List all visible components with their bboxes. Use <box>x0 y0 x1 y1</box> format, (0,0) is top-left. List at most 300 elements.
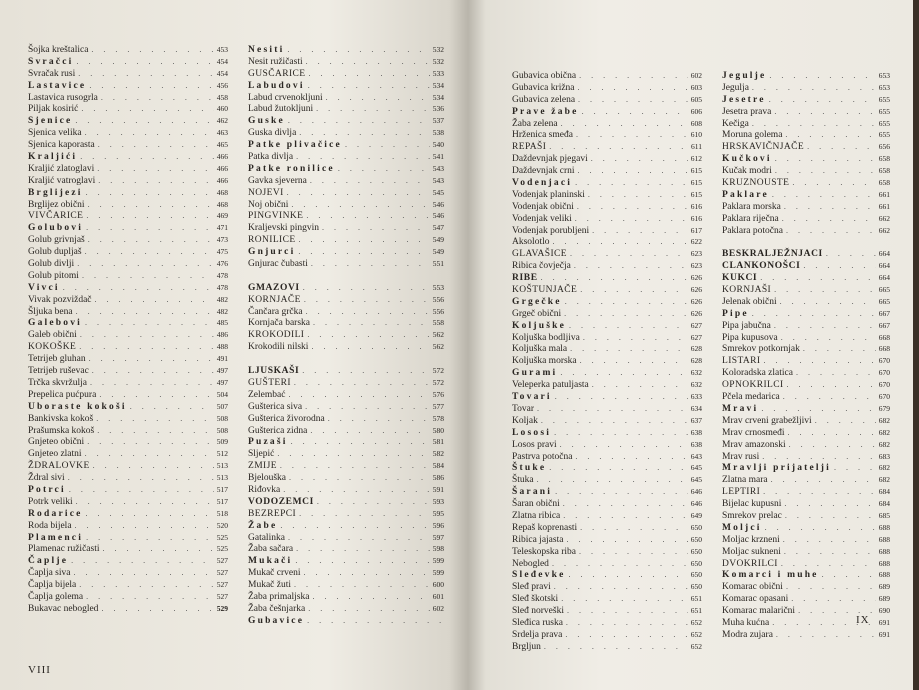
index-entry <box>722 82 890 94</box>
entry-page-number: 652 <box>690 629 702 639</box>
index-entry <box>28 68 228 80</box>
entry-label: Krokodili nilski <box>248 342 309 353</box>
index-entry <box>248 199 444 211</box>
index-entry <box>512 451 702 463</box>
entry-label: Gušterica živorodna <box>248 413 325 424</box>
index-entry <box>248 389 444 401</box>
entry-label: Čančara grčka <box>248 306 303 317</box>
entry-label: Štuka <box>512 475 534 486</box>
entry-label: Vivak pozviždač <box>28 294 92 305</box>
dot-leader <box>783 391 876 403</box>
index-entry <box>248 68 444 80</box>
entry-page-number: 626 <box>690 308 702 318</box>
dot-leader <box>95 294 214 306</box>
index-entry <box>722 451 890 463</box>
dot-leader <box>761 403 875 415</box>
entry-page-number: 497 <box>216 377 228 387</box>
index-entry <box>512 558 702 570</box>
index-entry <box>512 201 702 213</box>
index-entry <box>722 486 890 498</box>
entry-page-number: 466 <box>216 152 228 162</box>
entry-label: Gušterica siva <box>248 401 303 412</box>
dot-leader <box>582 106 688 118</box>
index-entry <box>248 448 444 460</box>
dot-leader <box>822 569 876 581</box>
dot-leader <box>288 532 430 544</box>
index-spacer <box>248 353 444 365</box>
entry-page-number: 572 <box>432 366 444 376</box>
index-entry <box>722 569 890 581</box>
dot-leader <box>306 210 429 222</box>
right-page <box>468 0 913 690</box>
entry-label: VODOZEMCI <box>248 496 314 507</box>
entry-page-number: 622 <box>690 237 702 247</box>
index-entry <box>248 413 444 425</box>
entry-label: Nesit ružičasti <box>248 56 303 67</box>
index-entry <box>722 272 890 284</box>
entry-label: Mukači <box>248 556 293 567</box>
entry-label: KUKCI <box>722 273 758 284</box>
dot-leader <box>78 68 214 80</box>
dot-leader <box>569 569 688 581</box>
index-entry <box>512 427 702 439</box>
dot-leader <box>787 379 876 391</box>
index-entry <box>722 534 890 546</box>
entry-page-number: 655 <box>878 106 890 116</box>
index-entry <box>248 163 444 175</box>
dot-leader <box>575 213 688 225</box>
dot-leader <box>86 210 213 222</box>
entry-label: CLANKONOŠCI <box>722 261 801 272</box>
entry-label: Ribica čovječja <box>512 261 571 272</box>
dot-leader <box>280 520 429 532</box>
dot-leader <box>299 234 430 246</box>
entry-label: Jelenak obični <box>722 296 777 307</box>
dot-leader <box>311 341 429 353</box>
dot-leader <box>91 44 213 56</box>
entry-page-number: 580 <box>432 425 444 435</box>
dot-leader <box>338 163 430 175</box>
entry-label: Gubavice <box>248 615 305 626</box>
index-entry <box>512 617 702 629</box>
index-entry <box>248 210 444 222</box>
entry-page-number: 463 <box>216 128 228 138</box>
entry-page-number: 537 <box>432 116 444 126</box>
entry-page-number: 665 <box>878 296 890 306</box>
index-entry <box>722 106 890 118</box>
index-entry <box>28 306 228 318</box>
index-entry <box>28 139 228 151</box>
index-entry <box>248 460 444 472</box>
dot-leader <box>552 236 687 248</box>
entry-page-number: 509 <box>216 437 228 447</box>
entry-page-number: 478 <box>216 282 228 292</box>
index-entry <box>28 294 228 306</box>
dot-leader <box>303 282 430 294</box>
entry-label: Nebogled <box>512 558 549 569</box>
entry-label: Sleđevke <box>512 570 566 581</box>
dot-leader <box>296 151 430 163</box>
entry-page-number: 684 <box>878 487 890 497</box>
dot-leader <box>307 329 429 341</box>
entry-label: Vivci <box>28 282 60 293</box>
entry-page-number: 650 <box>690 534 702 544</box>
entry-page-number: 562 <box>432 330 444 340</box>
dot-leader <box>308 80 430 92</box>
entry-label: Mukač žuti <box>248 580 292 591</box>
dot-leader <box>763 355 875 367</box>
entry-label: Sjenica kaporasta <box>28 140 95 151</box>
dot-leader <box>69 484 214 496</box>
entry-label: Trčka skvržulja <box>28 377 88 388</box>
entry-page-number: 655 <box>878 118 890 128</box>
dot-leader <box>302 365 429 377</box>
dot-leader <box>310 175 430 187</box>
entry-label: Šojka kreštalica <box>28 45 89 55</box>
dot-leader <box>591 153 688 165</box>
index-entry <box>512 118 702 130</box>
index-entry <box>722 581 890 593</box>
entry-page-number: 626 <box>690 273 702 283</box>
entry-page-number: 602 <box>690 71 702 80</box>
dot-leader <box>784 546 876 558</box>
entry-page-number: 549 <box>432 247 444 257</box>
index-entry <box>512 534 702 546</box>
entry-label: Pastrva potočna <box>512 451 573 462</box>
entry-label: Gurami <box>512 368 558 379</box>
dot-leader <box>296 543 430 555</box>
entry-page-number: 460 <box>216 104 228 114</box>
dot-leader <box>86 532 214 544</box>
index-entry <box>722 177 890 189</box>
entry-label: Kornjača barska <box>248 318 310 329</box>
entry-page-number: 667 <box>878 308 890 318</box>
entry-label: Kraljić vatroglavi <box>28 175 96 186</box>
entry-label: RONILICE <box>248 235 296 246</box>
index-entry <box>248 294 444 306</box>
dot-leader <box>288 115 430 127</box>
entry-label: Tetrijeb gluhan <box>28 354 86 365</box>
index-entry <box>28 258 228 270</box>
entry-label: Koloradska zlatica <box>722 368 793 379</box>
dot-leader <box>786 225 876 237</box>
entry-page-number: 682 <box>878 415 890 425</box>
entry-page-number: 626 <box>690 285 702 295</box>
dot-leader <box>71 555 214 567</box>
dot-leader <box>287 187 430 199</box>
entry-page-number: 670 <box>878 368 890 378</box>
entry-page-number: 478 <box>216 270 228 280</box>
index-entry <box>28 163 228 175</box>
entry-label: Uboraste kokoši <box>28 401 127 412</box>
dot-leader <box>289 472 430 484</box>
entry-page-number: 453 <box>216 45 228 54</box>
dot-leader <box>288 389 429 401</box>
entry-label: Gnjeteo obični <box>28 437 85 448</box>
entry-label: Jesetre <box>722 94 766 105</box>
entry-label: Pčela medarica <box>722 392 780 403</box>
index-entry <box>722 546 890 558</box>
index-entry <box>28 151 228 163</box>
entry-page-number: 662 <box>878 213 890 223</box>
entry-label: Gnjeteo zlatni <box>28 449 82 460</box>
dot-leader <box>87 436 214 448</box>
index-entry <box>512 320 702 332</box>
entry-label: Tetrijeb ruševac <box>28 366 89 377</box>
entry-page-number: 650 <box>690 522 702 532</box>
dot-leader <box>788 427 876 439</box>
index-entry <box>512 415 702 427</box>
entry-page-number: 670 <box>878 356 890 366</box>
index-entry <box>722 379 890 391</box>
entry-label: Roda bijela <box>28 520 72 531</box>
entry-page-number: 606 <box>690 106 702 116</box>
index-entry <box>512 153 702 165</box>
entry-page-number: 473 <box>216 235 228 245</box>
dot-leader <box>82 270 214 282</box>
entry-page-number: 599 <box>432 568 444 578</box>
dot-leader <box>80 151 213 163</box>
index-entry <box>28 401 228 413</box>
entry-page-number: 668 <box>878 332 890 342</box>
entry-page-number: 475 <box>216 247 228 257</box>
entry-label: Plamenac ružičasti <box>28 544 100 555</box>
dot-leader <box>299 127 429 139</box>
entry-page-number: 656 <box>878 142 890 152</box>
index-entry <box>512 605 702 617</box>
entry-page-number: 527 <box>216 591 228 601</box>
entry-page-number: 527 <box>216 580 228 590</box>
dot-leader <box>76 496 214 508</box>
dot-leader <box>555 391 688 403</box>
entry-page-number: 518 <box>216 508 228 518</box>
entry-label: Labud žutokljuni <box>248 104 314 115</box>
index-spacer <box>248 270 444 282</box>
dot-leader <box>815 415 876 427</box>
index-entry <box>28 460 228 472</box>
index-entry <box>28 425 228 437</box>
entry-page-number: 513 <box>216 461 228 471</box>
entry-page-number: 690 <box>878 606 890 616</box>
index-entry <box>28 282 228 294</box>
entry-page-number: 454 <box>216 56 228 66</box>
entry-label: Lastavica rusogrla <box>28 92 98 103</box>
index-entry <box>512 391 702 403</box>
entry-page-number: 688 <box>878 522 890 532</box>
entry-label: Sleđica ruska <box>512 617 563 628</box>
entry-page-number: 691 <box>878 629 890 639</box>
dot-leader <box>294 579 430 591</box>
entry-label: Lososi <box>512 427 552 438</box>
entry-page-number: 664 <box>878 249 890 259</box>
entry-page-number: 512 <box>216 449 228 459</box>
index-entry <box>722 403 890 415</box>
entry-page-number: 465 <box>216 140 228 150</box>
entry-page-number: 543 <box>432 163 444 173</box>
index-entry <box>512 177 702 189</box>
dot-leader <box>784 201 876 213</box>
entry-page-number: 665 <box>878 285 890 295</box>
dot-leader <box>311 258 430 270</box>
entry-page-number: 650 <box>690 546 702 556</box>
index-entry <box>512 225 702 237</box>
entry-label: Vodenjak porubljeni <box>512 225 590 236</box>
index-entry <box>722 260 890 272</box>
entry-page-number: 650 <box>690 570 702 580</box>
dot-leader <box>569 320 688 332</box>
index-entry <box>248 234 444 246</box>
dot-leader <box>75 520 214 532</box>
entry-label: Svračak rusi <box>28 68 76 79</box>
entry-label: KORNJAŠI <box>722 285 772 296</box>
dot-leader <box>803 260 875 272</box>
entry-label: Daždevnjak pjegavi <box>512 154 588 165</box>
index-entry <box>28 448 228 460</box>
entry-page-number: 553 <box>432 282 444 292</box>
entry-label: Žaba češnjarka <box>248 603 306 614</box>
dot-leader <box>769 70 875 82</box>
entry-label: Štuke <box>512 463 547 474</box>
entry-label: Šarani <box>512 487 553 498</box>
entry-label: Prave žabe <box>512 106 579 117</box>
entry-page-number: 643 <box>690 451 702 461</box>
entry-page-number: 462 <box>216 116 228 126</box>
dot-leader <box>81 103 213 115</box>
index-entry <box>248 329 444 341</box>
entry-label: Sleđ škotski <box>512 594 559 605</box>
entry-page-number: 517 <box>216 484 228 494</box>
entry-label: Grgeč obični <box>512 308 562 319</box>
entry-page-number: 634 <box>690 403 702 413</box>
entry-label: Paklara potočna <box>722 225 783 236</box>
entry-label: Sjenice <box>28 116 73 127</box>
dot-leader <box>102 543 213 555</box>
entry-label: Zlatna ribica <box>512 510 561 521</box>
entry-page-number: 556 <box>432 294 444 304</box>
index-entry <box>512 379 702 391</box>
entry-page-number: 683 <box>878 451 890 461</box>
dot-leader <box>75 115 213 127</box>
index-entry <box>512 629 702 641</box>
index-entry <box>28 92 228 104</box>
index-entry <box>28 341 228 353</box>
dot-leader <box>98 139 214 151</box>
index-entry <box>28 389 228 401</box>
entry-label: Koljuška bodljiva <box>512 332 580 343</box>
entry-label: Moljac sukneni <box>722 546 781 557</box>
index-entry <box>722 593 890 605</box>
index-entry <box>512 213 702 225</box>
index-entry <box>248 436 444 448</box>
dot-leader <box>97 163 214 175</box>
dot-leader <box>771 474 876 486</box>
dot-leader <box>322 222 430 234</box>
index-entry <box>722 320 890 332</box>
entry-page-number: 645 <box>690 475 702 485</box>
index-entry <box>248 377 444 389</box>
dot-leader <box>580 522 688 534</box>
entry-label: ŽDRALOVKE <box>28 461 90 472</box>
index-entry <box>512 367 702 379</box>
index-entry <box>722 296 890 308</box>
entry-page-number: 596 <box>432 520 444 530</box>
dot-leader <box>803 343 876 355</box>
entry-page-number: 623 <box>690 249 702 259</box>
dot-leader <box>298 246 429 258</box>
entry-label: Sleđ pravi <box>512 582 551 593</box>
entry-label: BESKRALJEŽNJACI <box>722 249 823 260</box>
index-entry <box>248 520 444 532</box>
entry-label: Gnjurac čubasti <box>248 259 308 270</box>
dot-leader <box>789 439 876 451</box>
entry-label: Guska divlja <box>248 128 297 139</box>
index-entry <box>512 248 702 260</box>
dot-leader <box>92 365 214 377</box>
dot-leader <box>101 603 213 615</box>
entry-page-number: 471 <box>216 223 228 233</box>
entry-page-number: 525 <box>216 532 228 542</box>
entry-page-number: 633 <box>690 392 702 402</box>
dot-leader <box>277 448 429 460</box>
index-entry <box>28 175 228 187</box>
dot-leader <box>77 258 214 270</box>
dot-leader <box>785 129 875 141</box>
entry-label: Pipe <box>722 308 749 319</box>
entry-label: Jesetra prava <box>722 106 772 117</box>
entry-label: Puzaši <box>248 437 288 448</box>
entry-label: Smrekov prelac <box>722 510 782 521</box>
entry-label: Šljuka bena <box>28 306 73 317</box>
index-entry <box>28 317 228 329</box>
entry-page-number: 682 <box>878 463 890 473</box>
index-entry <box>722 415 890 427</box>
dot-leader <box>554 427 688 439</box>
dot-leader <box>85 246 214 258</box>
entry-page-number: 586 <box>432 473 444 483</box>
entry-page-number: 541 <box>432 152 444 162</box>
entry-label: Čaplje <box>28 556 69 567</box>
entry-page-number: 466 <box>216 163 228 173</box>
index-spacer <box>722 236 890 248</box>
dot-leader <box>760 272 876 284</box>
entry-label: HRSKAVIČNJAČE <box>722 142 805 153</box>
entry-page-number: 611 <box>691 142 702 152</box>
index-entry <box>512 355 702 367</box>
entry-page-number: 584 <box>432 461 444 471</box>
dot-leader <box>752 82 876 94</box>
entry-label: Muha kućna <box>722 617 770 628</box>
index-entry <box>512 546 702 558</box>
dot-leader <box>552 558 688 570</box>
entry-page-number: 616 <box>690 201 702 211</box>
dot-leader <box>578 82 688 94</box>
index-entry <box>722 284 890 296</box>
entry-page-number: 513 <box>216 473 228 483</box>
dot-leader <box>776 629 876 641</box>
dot-leader <box>583 332 688 344</box>
entry-label: Piljak kosirić <box>28 104 79 115</box>
index-entry <box>722 498 890 510</box>
dot-leader <box>541 415 688 427</box>
dot-leader <box>299 508 430 520</box>
entry-label: Koljuška morska <box>512 356 577 367</box>
entry-page-number: 533 <box>432 68 444 78</box>
dot-leader <box>781 332 876 344</box>
entry-page-number: 628 <box>690 344 702 354</box>
entry-page-number: 612 <box>690 154 702 164</box>
entry-label: Nesiti <box>248 45 285 55</box>
entry-page-number: 650 <box>690 582 702 592</box>
